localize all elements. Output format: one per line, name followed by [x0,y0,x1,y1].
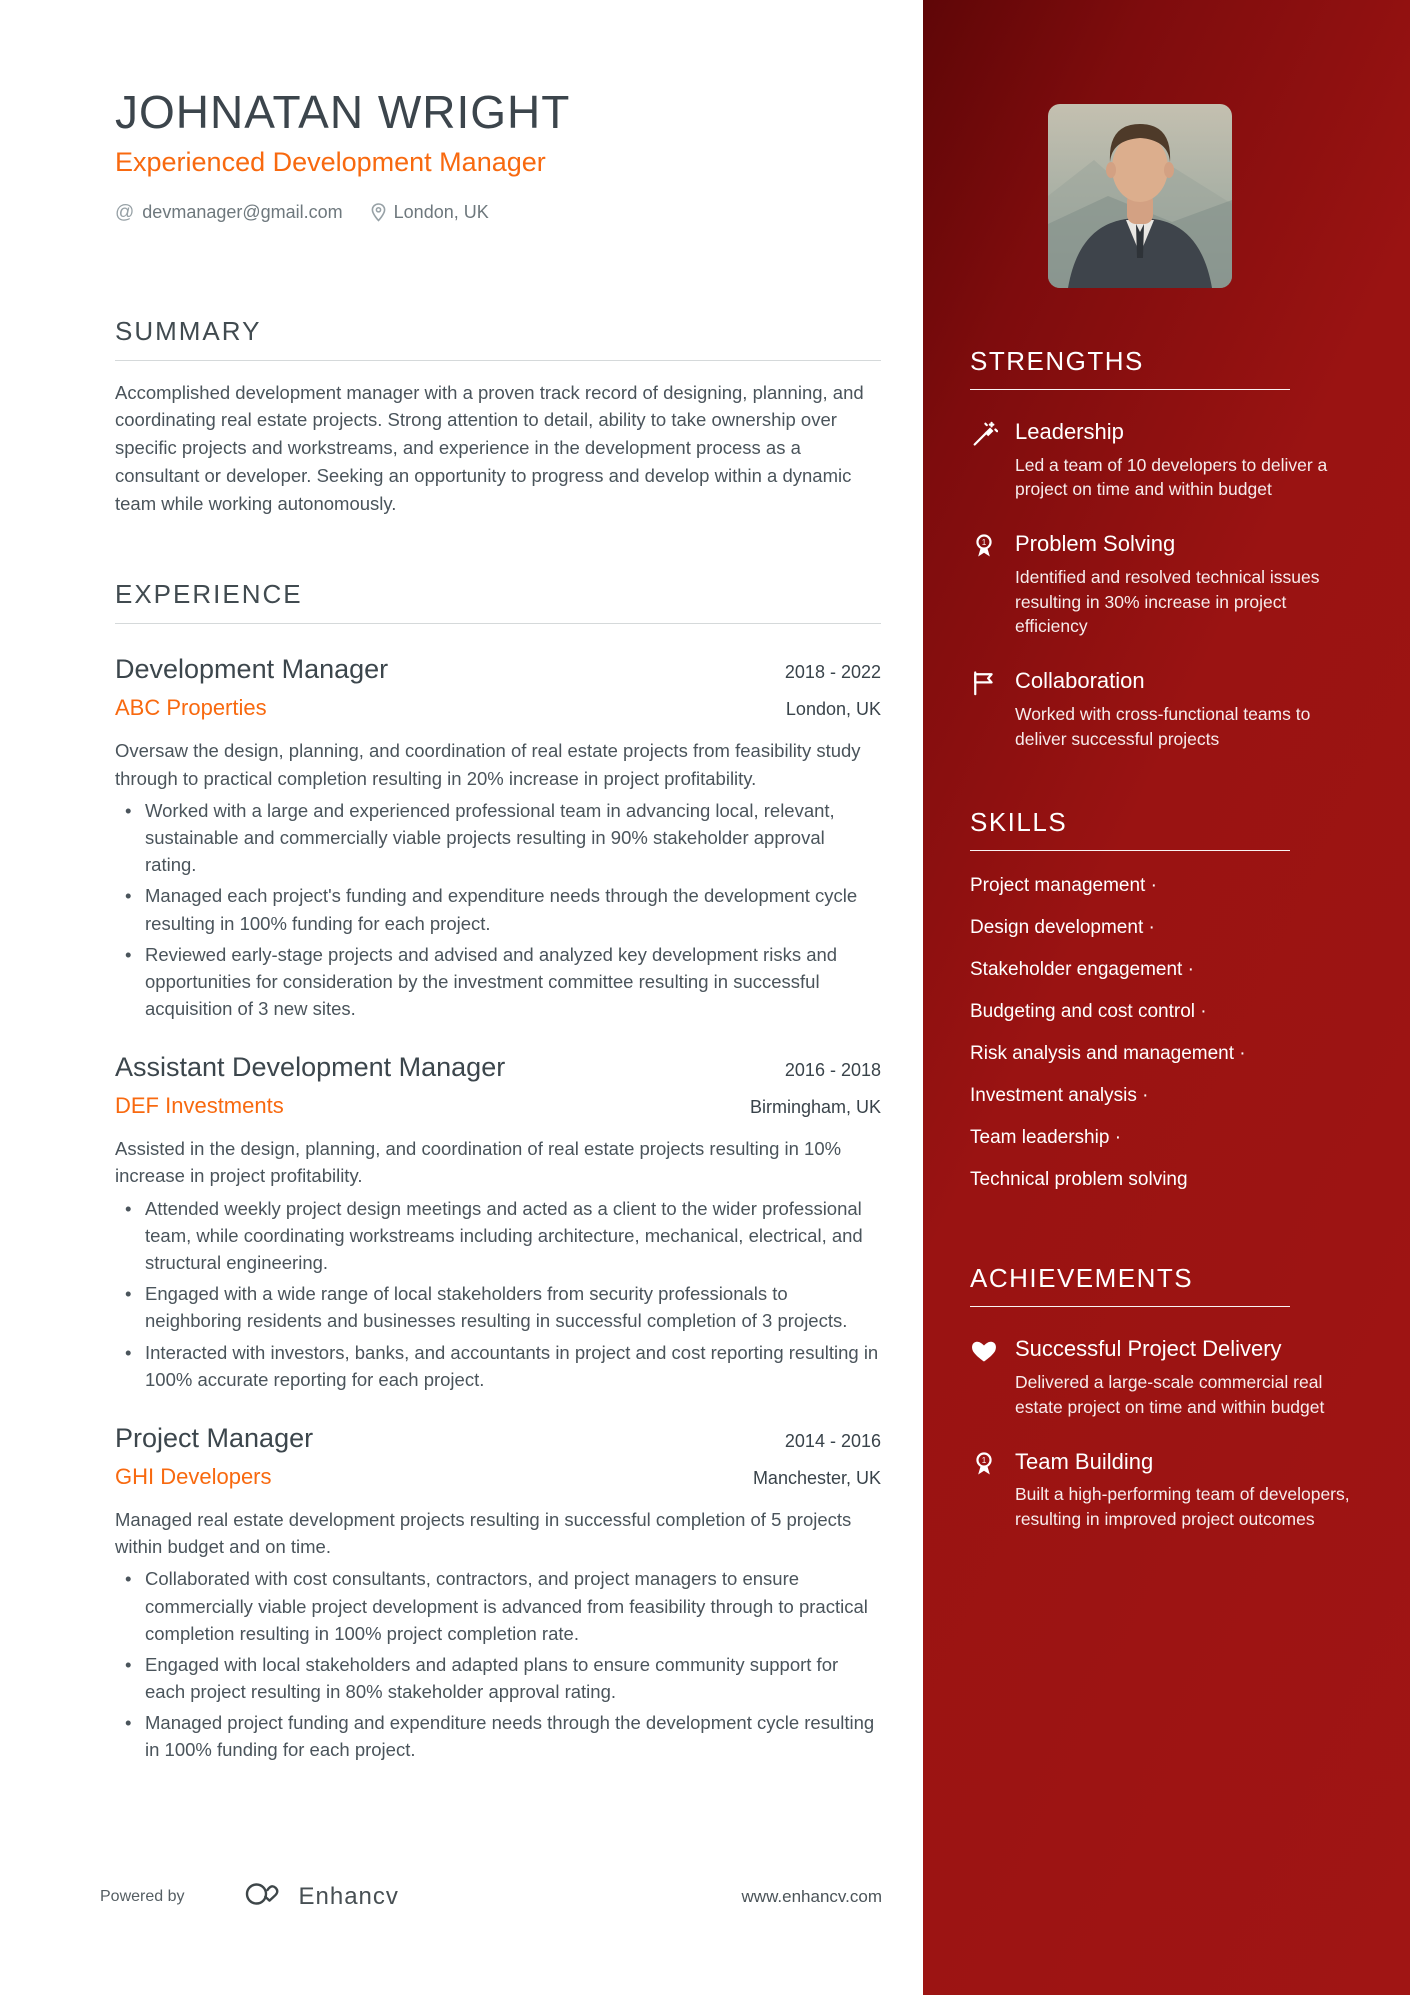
job-dates: 2014 - 2016 [784,1430,881,1451]
skill-item: Design development · [970,917,1155,939]
svg-text:1: 1 [981,538,987,548]
strengths-section [970,346,1360,751]
job-bullet: • Managed project funding and expenditure needs through the development cycle resulting in 100% funding for each project. [115,1709,881,1763]
enhancv-wordmark: Enhancv [298,1882,399,1910]
job-title: Assistant Development Manager [115,1052,506,1083]
job-bullet: • Managed each project's funding and expenditure needs through the development cycle resulting in 100% funding for each project. [115,882,881,936]
experience-section [115,579,881,1763]
achievement-description: Delivered a large-scale commercial real estate project on time and within budget [1015,1371,1325,1417]
job-bullet: • Reviewed early-stage projects and advised and analyzed key development risks and opportunities for consideration by the investment committee resulting in successful acquisition of 3 new sites. [115,941,881,1023]
skill-item: Project management · [970,875,1157,897]
achievement-item [970,1448,1360,1532]
summary-divider [115,360,881,361]
achievement-item [970,1335,1360,1419]
job-company: GHI Developers [115,1463,272,1489]
location-text: London, UK [393,202,489,223]
skills-divider [970,850,1290,851]
job-bullet-list [115,1195,881,1393]
job-summary: Managed real estate development projects resulting in successful completion of 5 projects within budget and on time. [115,1508,852,1558]
summary-heading: SUMMARY [115,315,262,346]
avatar-illustration [1048,104,1232,288]
enhancv-brand[interactable] [243,1880,399,1913]
svg-text:1: 1 [981,1455,987,1465]
strengths-divider [970,389,1290,390]
job-bullet: • Collaborated with cost consultants, contractors, and project managers to ensure commercially viable project development is advanced from feasibility through to practical completion resulting in 100% project completion rate. [115,1565,881,1647]
experience-divider [115,623,881,624]
experience-entry [115,654,881,1022]
flag-icon [970,667,1000,751]
job-company: DEF Investments [115,1093,284,1119]
contact-row [115,202,881,224]
skills-heading: SKILLS [970,807,1068,838]
job-dates: 2018 - 2022 [784,662,881,683]
skill-item: Budgeting and cost control · [970,1001,1207,1023]
skills-section [970,807,1360,1201]
strength-item [970,667,1360,751]
experience-heading: EXPERIENCE [115,579,303,610]
achievements-section [970,1263,1360,1531]
strength-description: Worked with cross-functional teams to deliver successful projects [1015,703,1311,749]
resume-sidebar [923,0,1410,1995]
job-bullet: • Engaged with a wide range of local stakeholders from security professionals to neighboring residents and businesses resulting in successful completion of 3 projects. [115,1280,881,1334]
strength-description: Identified and resolved technical issues resulting in 30% increase in project efficiency [1015,566,1320,637]
website-link[interactable]: www.enhancv.com [741,1886,882,1906]
job-title: Project Manager [115,1422,314,1453]
skills-list [970,865,1360,1201]
skill-item: Investment analysis · [970,1085,1149,1107]
strength-item [970,530,1360,639]
experience-entry [115,1052,881,1393]
skill-item: Team leadership · [970,1127,1122,1149]
strength-description: Led a team of 10 developers to deliver a project on time and within budget [1015,454,1328,500]
contact-email [115,202,343,224]
strength-title: Problem Solving [1015,531,1176,557]
summary-section [115,316,881,518]
powered-by-label: Powered by [100,1887,185,1905]
achievements-heading: ACHIEVEMENTS [970,1263,1194,1294]
job-dates: 2016 - 2018 [784,1060,881,1081]
job-bullet: • Worked with a large and experienced professional team in advancing local, relevant, sustainable and commercially viable projects resulting in 90% stakeholder approval rating. [115,797,881,879]
job-bullet-list [115,797,881,1023]
wand-icon [970,418,1000,502]
job-bullet-list [115,1565,881,1763]
achievement-description: Built a high-performing team of developers, resulting in improved project outcomes [1015,1484,1350,1529]
job-summary: Assisted in the design, planning, and coordination of real estate projects resulting in 10% increase in project profitability. [115,1138,842,1187]
skill-item: Technical problem solving [970,1169,1188,1191]
job-company: ABC Properties [115,695,267,721]
job-title: Development Manager [115,654,389,685]
job-location: Birmingham, UK [749,1097,881,1118]
achievements-divider [970,1306,1290,1307]
achievement-title: Successful Project Delivery [1015,1336,1282,1362]
job-bullet: • Attended weekly project design meetings and acted as a client to the wider professional team, while coordinating workstreams including architecture, mechanical, electrical, and structural engineering. [115,1195,881,1277]
summary-text: Accomplished development manager with a proven track record of designing, planning, and coordinating real estate projects. Strong attention to detail, ability to take ownership over specific projects and workstreams, and experience in the development process as a consultant or developer. Seeking an opportunity to progress and develop within a dynamic team while working autonomously. [115,381,864,514]
strength-item [970,418,1360,502]
enhancv-logo-icon [243,1880,289,1913]
job-bullet: • Interacted with investors, banks, and accountants in project and cost reporting resulting in 100% accurate reporting for each project. [115,1339,881,1393]
strength-title: Leadership [1015,419,1124,444]
footer [100,1880,882,1913]
contact-location [371,202,489,223]
strengths-heading: STRENGTHS [970,346,1144,376]
person-name: JOHNATAN WRIGHT [115,86,571,138]
heart-icon [970,1335,1000,1419]
strength-title: Collaboration [1015,668,1145,694]
skill-item: Risk analysis and management · [970,1043,1246,1065]
medal-icon [970,530,1000,639]
profile-photo [1048,104,1232,288]
achievement-title: Team Building [1015,1448,1154,1474]
medal-icon [970,1448,1000,1532]
experience-entry [115,1423,881,1764]
job-location: London, UK [785,699,881,720]
job-summary: Oversaw the design, planning, and coordination of real estate projects from feasibility study through to practical completion resulting in 20% increase in project profitability. [115,740,861,789]
person-job-title: Experienced Development Manager [115,146,546,177]
at-icon: @ [115,201,135,223]
job-bullet: • Engaged with local stakeholders and adapted plans to ensure community support for each project resulting in 80% stakeholder approval rating. [115,1651,881,1705]
job-location: Manchester, UK [752,1467,881,1488]
location-pin-icon [371,203,386,222]
skill-item: Stakeholder engagement · [970,959,1194,981]
email-text: devmanager@gmail.com [142,202,343,223]
